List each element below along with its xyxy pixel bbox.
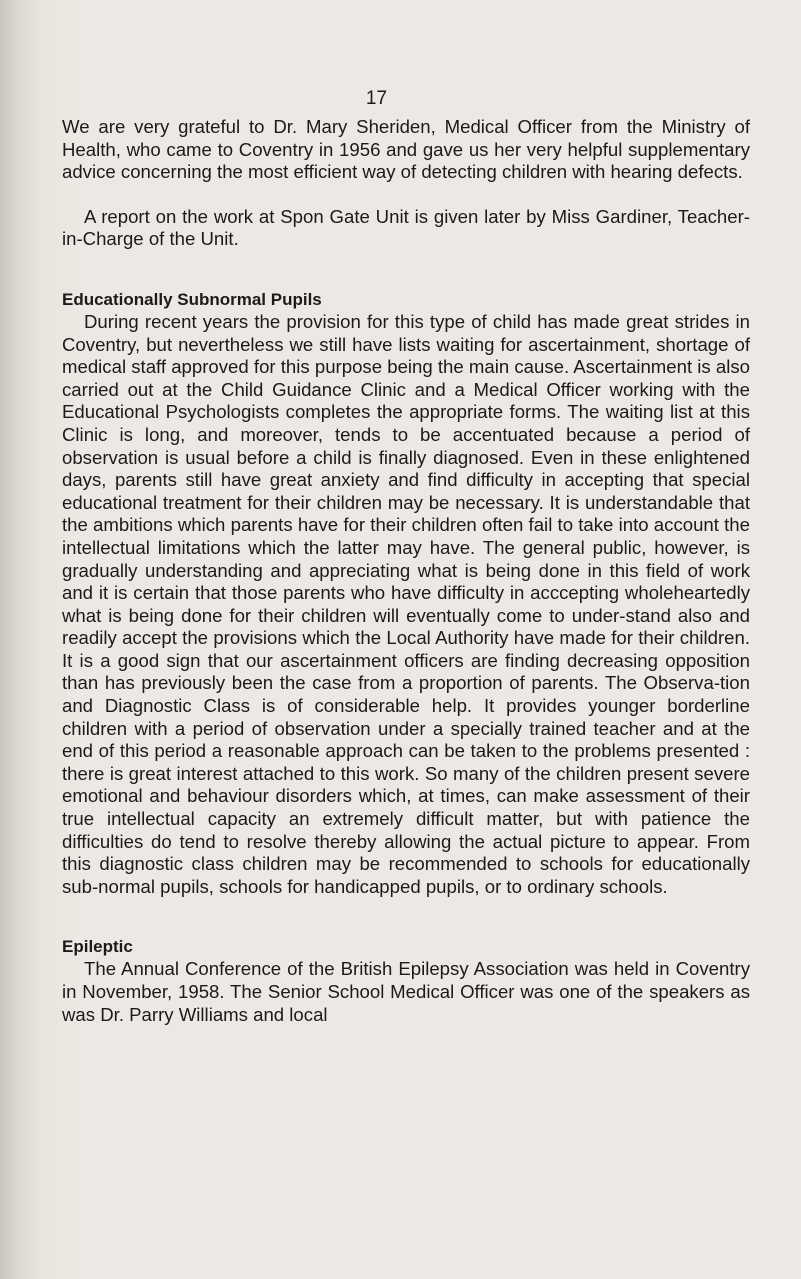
page-number: 17 — [365, 88, 388, 109]
paragraph-esn: During recent years the provision for this type of child has made great strides in Coventry, but nevertheless we still have lists waiting for ascertainment, shortage of medical staff approved for this purpose being the main cause. Ascertainment is also carried out at the Child Guidance Clinic and a Medical Officer working with the Educational Psychologists completes the appropriate forms. The waiting list at this Clinic is long, and moreover, tends to be accentuated because a period of observation is usual before a child is finally diagnosed. Even in these enlightened days, parents still have great anxiety and find difficulty in accepting that special educational treatment for their children may be necessary. It is understandable that the ambitions which parents have for their children often fail to take into account the intellectual limitations which the latter may have. The general public, however, is gradually understanding and appreciating what is being done in this field of work and it is certain that those parents who have difficulty in acccepting wholeheartedly what is being done for their children will eventually come to under-stand also and readily accept the provisions which the Local Authority have made for their children. It is a good sign that our ascertainment officers are finding decreasing opposition than has previously been the case from a proportion of parents. The Observa-tion and Diagnostic Class is of considerable help. It provides younger borderline children with a period of observation under a specially trained teacher and at the end of this period a reasonable approach can be taken to the problems presented : there is great interest attached to this work. So many of the children present severe emotional and behaviour disorders which, at times, can make assessment of their true intellectual capacity an extremely difficult matter, but with patience the difficulties do tend to resolve thereby allowing the actual picture to appear. From this diagnostic class children may be recommended to schools for educationally sub-normal pupils, schools for handicapped pupils, or to ordinary schools. — [62, 310, 751, 897]
document-body — [62, 116, 750, 1026]
section-epileptic — [62, 936, 750, 1026]
section-heading-epileptic: Epileptic — [62, 937, 133, 957]
paragraph-epileptic: The Annual Conference of the British Epilepsy Association was held in Coventry in November, 1958. The Senior School Medical Officer was one of the speakers as was Dr. Parry Williams and local — [62, 958, 750, 1025]
section-esn — [62, 289, 750, 898]
paragraph-sheriden: We are very grateful to Dr. Mary Sheriden, Medical Officer from the Ministry of Health, who came to Coventry in 1956 and gave us her very helpful supplementary advice concerning the most efficient way of detecting children with hearing defects. — [62, 116, 750, 183]
paragraph-spon-gate: A report on the work at Spon Gate Unit is given later by Miss Gardiner, Teacher-in-Charge of the Unit. — [62, 205, 750, 250]
section-heading-esn: Educationally Subnormal Pupils — [62, 289, 322, 309]
